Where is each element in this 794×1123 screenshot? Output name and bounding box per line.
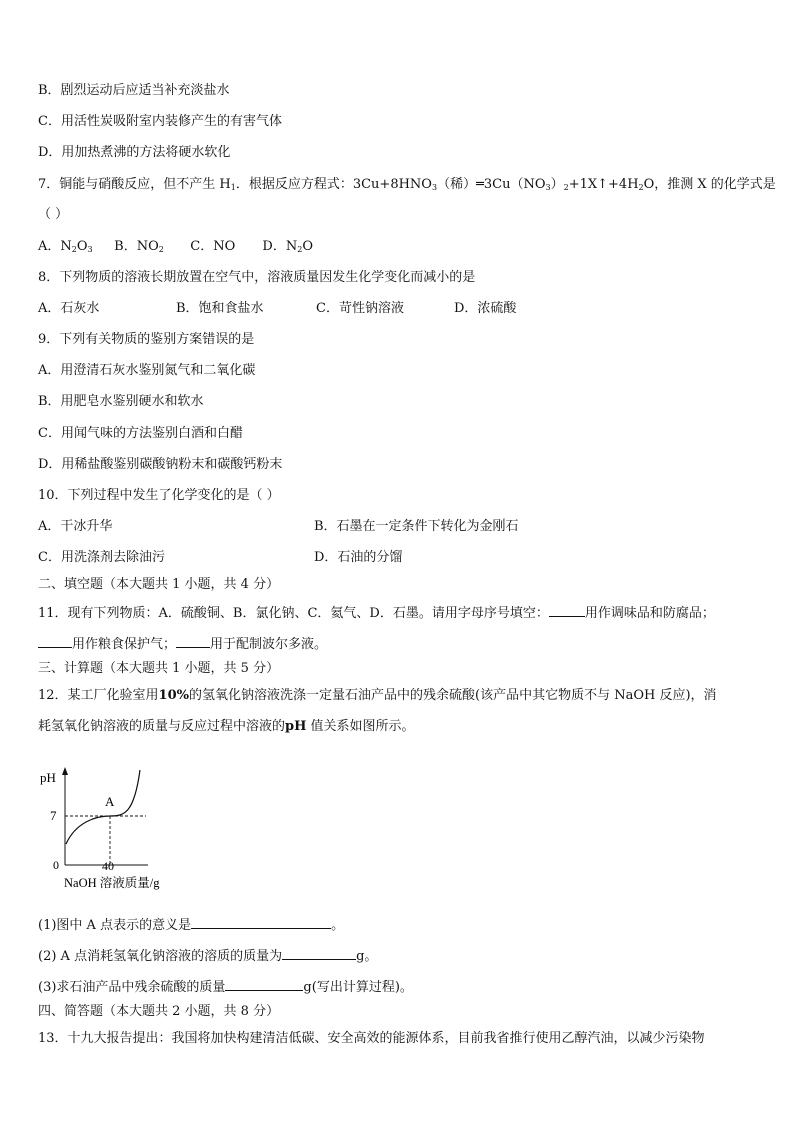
ph-curve — [66, 770, 140, 844]
q12-blank-1[interactable] — [191, 915, 331, 929]
ph-curve-graph — [36, 764, 196, 894]
q13-stem: 13．十九大报告提出：我国将加快构建清洁低碳、安全高效的能源体系，目前我省推行使用乙醇汽油，以减少污染物 — [38, 1031, 705, 1046]
q7-option-d: D．$N_2O$ — [262, 239, 313, 254]
q7-options — [38, 238, 313, 259]
y-axis-arrow — [62, 767, 68, 775]
section-heading-calculation: 三、计算题（本大题共 1 小题，共 5 分） — [38, 661, 280, 676]
q12-blank-3[interactable] — [225, 977, 303, 991]
q8-stem: 8．下列物质的溶液长期放置在空气中，溶液质量因发生化学变化而减小的是 — [38, 270, 476, 285]
q12-part3: (3)求石油产品中残余硫酸的质量 g(写出计算过程)。 — [38, 977, 413, 997]
q10-option-b: B．石墨在一定条件下转化为金刚石 — [314, 519, 519, 534]
q11-blank-1[interactable] — [549, 603, 585, 617]
q7-option-c: C．NO — [190, 239, 236, 254]
q9-option-d: D．用稀盐酸鉴别碳酸钠粉末和碳酸钙粉末 — [38, 457, 283, 472]
point-a-label: A — [105, 794, 115, 809]
q9-option-b: B．用肥皂水鉴别硬水和软水 — [38, 394, 204, 409]
q9-stem: 9．下列有关物质的鉴别方案错误的是 — [38, 332, 255, 347]
q10-option-c: C．用洗涤剂去除油污 — [38, 550, 165, 565]
section-heading-short-answer: 四、简答题（本大题共 2 小题，共 8 分） — [38, 1004, 280, 1019]
q10-option-d: D．石油的分馏 — [314, 550, 403, 565]
q8-option-d: D．浓硫酸 — [454, 301, 517, 316]
q9-option-a: A．用澄清石灰水鉴别氮气和二氧化碳 — [38, 363, 256, 378]
q11-blank-3[interactable] — [176, 634, 210, 648]
q8-option-b: B．饱和食盐水 — [176, 301, 264, 316]
y-axis-label: pH — [40, 770, 56, 785]
q9-option-c: C．用闻气味的方法鉴别白酒和白醋 — [38, 426, 243, 441]
q6-option-d: D．用加热煮沸的方法将硬水软化 — [38, 145, 231, 160]
q12-part2: (2) A 点消耗氢氧化钠溶液的溶质的质量为 g。 — [38, 946, 377, 966]
q8-options — [38, 300, 516, 318]
q7-paren: （ ） — [38, 207, 69, 222]
q6-option-b: B．剧烈运动后应适当补充淡盐水 — [38, 83, 230, 98]
q8-option-a: A．石灰水 — [38, 301, 100, 316]
q8-option-c: C．苛性钠溶液 — [316, 301, 404, 316]
q11-line2: 用作粮食保护气； 用于配制波尔多液。 — [38, 634, 327, 654]
q7-stem: 7．铜能与硝酸反应，但不产生 $H_1$．根据反应方程式：$3Cu+8HNO_3$（稀）$═3Cu(NO_3)_2+1X↑+4H_2O$，推测 X 的化学式是 — [38, 177, 776, 192]
origin-label: 0 — [53, 858, 59, 872]
x-axis-label: NaOH 溶液质量/g — [64, 876, 160, 890]
q11-blank-2[interactable] — [38, 634, 72, 648]
q7-option-b: B．$NO_2$ — [114, 239, 164, 254]
q12-part1: (1)图中 A 点表示的意义是 。 — [38, 915, 344, 935]
q10-option-a: A．干冰升华 — [38, 519, 113, 534]
q12-line1: 12．某工厂化验室用10%的氢氧化钠溶液洗涤一定量石油产品中的残余硫酸(该产品中其它物质不与 NaOH 反应)，消 — [38, 688, 717, 703]
q12-line2: 耗氢氧化钠溶液的质量与反应过程中溶液的pH 值关系如图所示。 — [38, 719, 415, 734]
q7-option-a: A．$N_2O_3$ — [38, 239, 93, 254]
x-tick-40: 40 — [102, 859, 114, 873]
section-heading-fill-in: 二、填空题（本大题共 1 小题，共 4 分） — [38, 577, 280, 592]
y-tick-7: 7 — [50, 808, 57, 823]
q12-blank-2[interactable] — [282, 946, 356, 960]
q11-line1: 11．现有下列物质：A．硫酸铜、B．氯化钠、C．氦气、D．石墨。请用字母序号填空： 用作调味品和防腐品； — [38, 603, 715, 623]
q10-stem: 10．下列过程中发生了化学变化的是（ ） — [38, 488, 280, 503]
q6-option-c: C．用活性炭吸附室内装修产生的有害气体 — [38, 114, 282, 129]
